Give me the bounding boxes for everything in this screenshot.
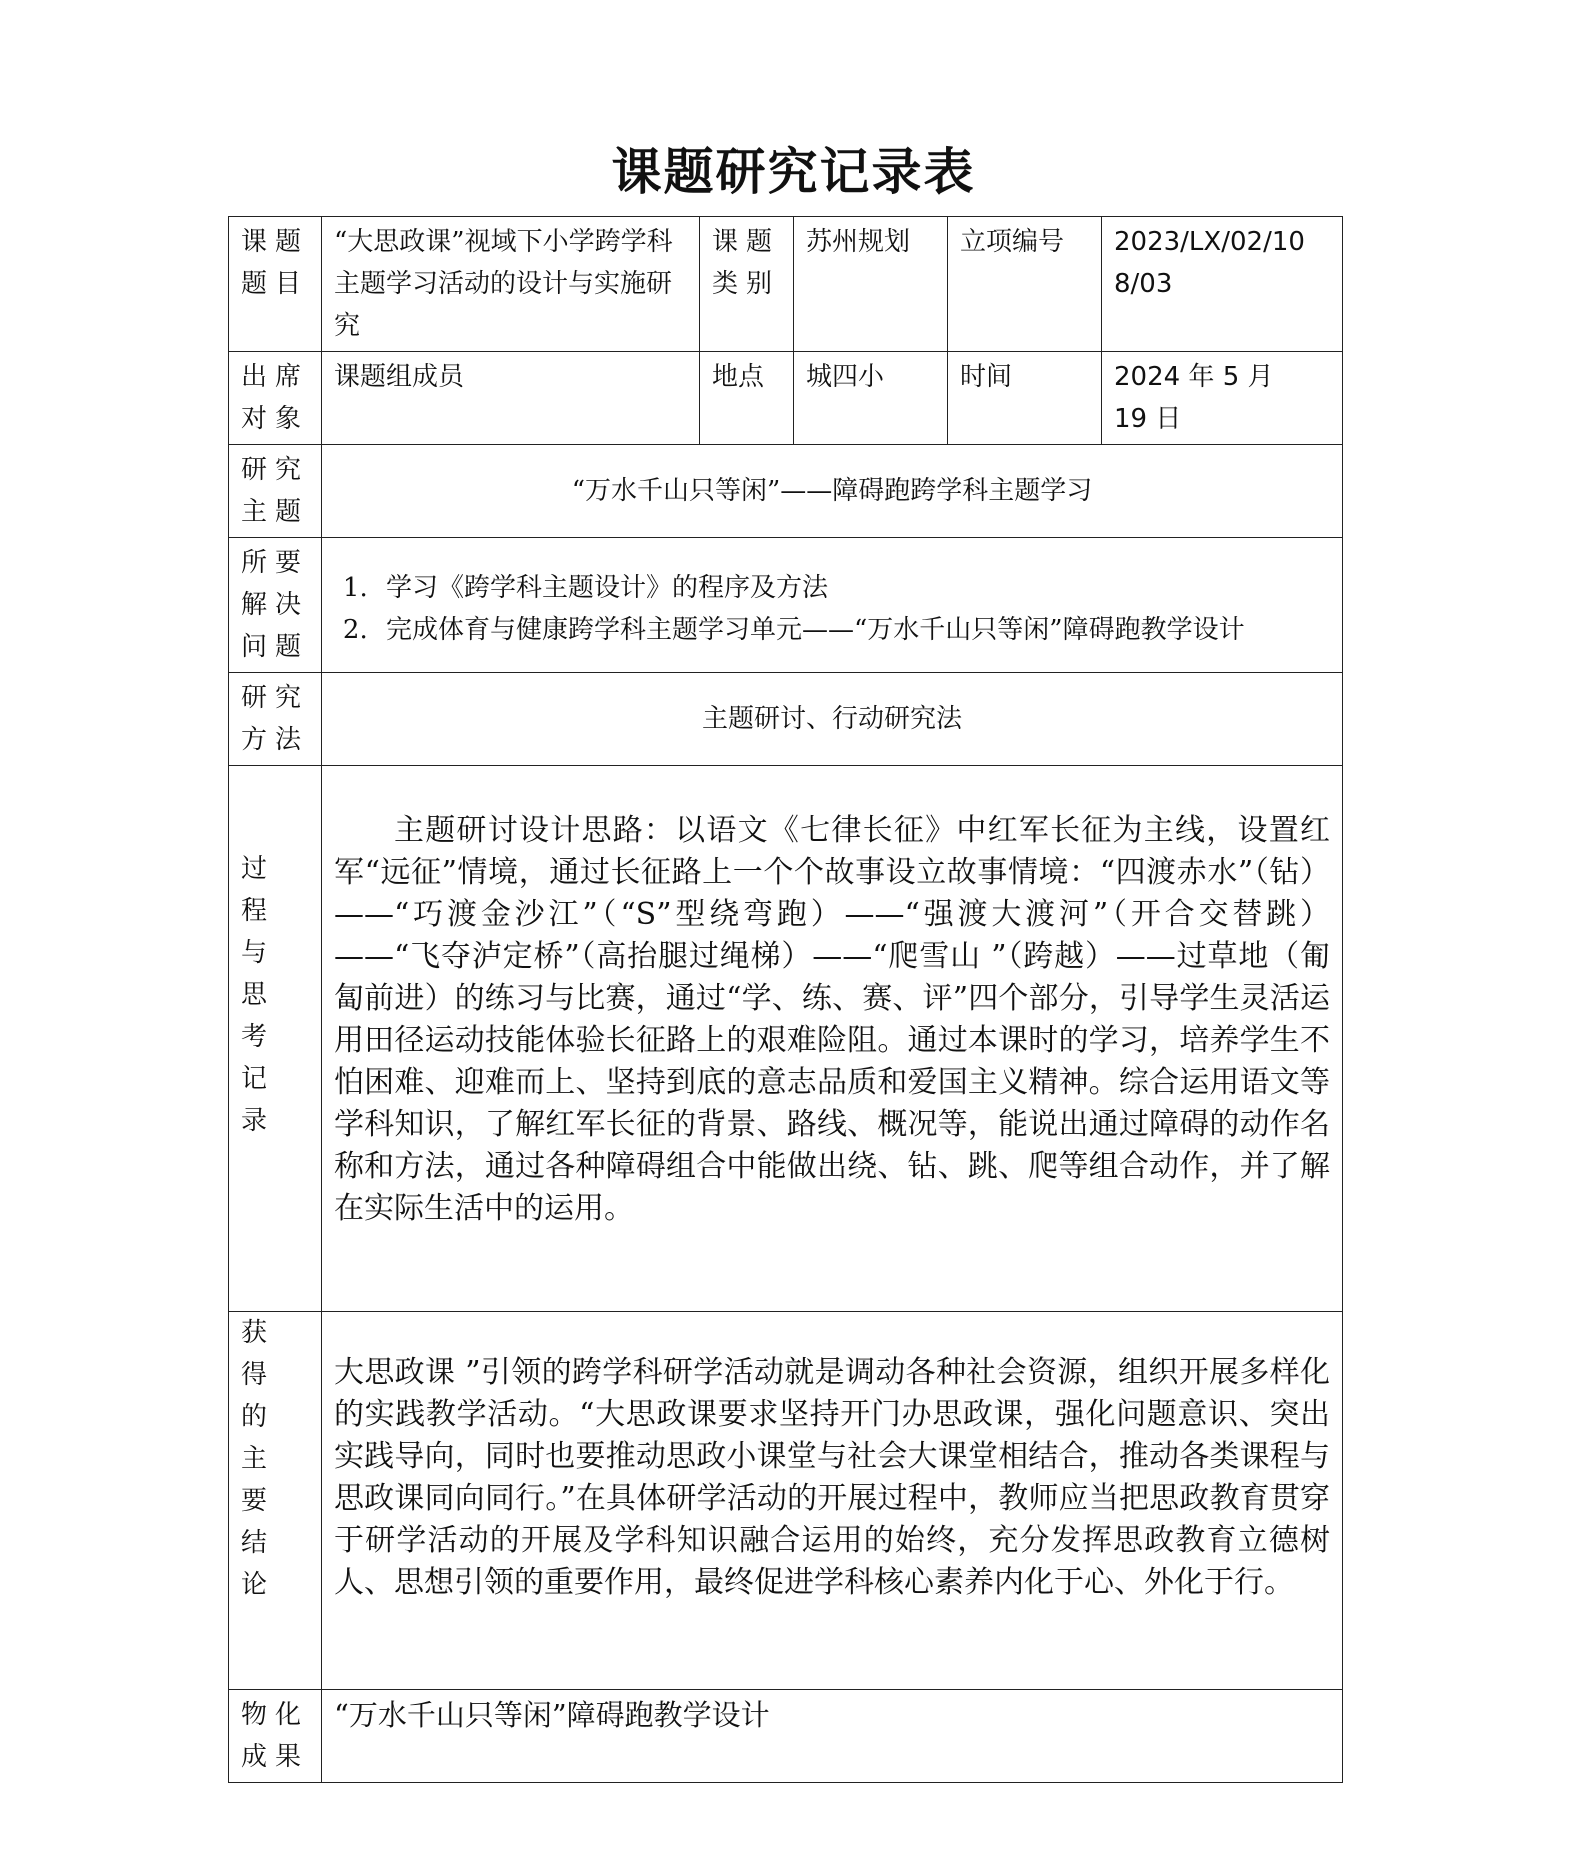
location-label: 地点 xyxy=(700,352,794,445)
issues-row xyxy=(229,538,1343,673)
method-label: 研究方法 xyxy=(229,673,322,766)
document-title: 课题研究记录表 xyxy=(611,142,976,201)
attendance-row xyxy=(229,352,1343,445)
outcome-value: “万水千山只等闲”障碍跑教学设计 xyxy=(322,1690,1343,1783)
process-row xyxy=(229,766,1343,1312)
process-label xyxy=(229,766,322,1312)
conclusion-text: 大思政课 ”引领的跨学科研学活动就是调动各种社会资源，组织开展多样化的实践教学活动。“大思政课要求坚持开门办思政课，强化问题意识、突出实践导向，同时也要推动思政小课堂与社会大课堂相结合，推动各类课程与思政课同向同行。”在具体研学活动的开展过程中，教师应当把思政教育贯穿于研学活动的开展及学科知识融合运用的始终，充分发挥思政教育立德树人、思想引领的重要作用，最终促进学科核心素养内化于心、外化于行。 xyxy=(334,1355,1330,1600)
outcome-label: 物化成果 xyxy=(229,1690,322,1783)
time-label: 时间 xyxy=(948,352,1102,445)
topic-row xyxy=(229,217,1343,352)
category-label: 课题类别 xyxy=(700,217,794,352)
conclusion-label xyxy=(229,1312,322,1690)
topic-value: “大思政课”视域下小学跨学科主题学习活动的设计与实施研究 xyxy=(322,217,700,352)
project-no-value: 2023/LX/02/108/03 xyxy=(1102,217,1343,352)
conclusion-row xyxy=(229,1312,1343,1690)
category-value: 苏州规划 xyxy=(794,217,948,352)
issues-label: 所要解决问题 xyxy=(229,538,322,673)
attendees-label: 出席对象 xyxy=(229,352,322,445)
project-no-label: 立项编号 xyxy=(948,217,1102,352)
method-value: 主题研讨、行动研究法 xyxy=(322,673,1343,766)
record-table xyxy=(228,216,1343,1783)
conclusion-label-text: 获得的主要结论 xyxy=(241,1318,268,1600)
attendees-value: 课题组成员 xyxy=(322,352,700,445)
conclusion-cell xyxy=(322,1312,1343,1690)
theme-label: 研究主题 xyxy=(229,445,322,538)
location-value: 城四小 xyxy=(794,352,948,445)
theme-row xyxy=(229,445,1343,538)
process-text: 主题研讨设计思路：以语文《七律长征》中红军长征为主线，设置红军“远征”情境，通过长征路上一个个故事设立故事情境：“四渡赤水”（钻）——“巧渡金沙江”（“S”型绕弯跑）——“强渡大渡河”（开合交替跳）——“飞夺泸定桥”（高抬腿过绳梯）——“爬雪山 ”（跨越）——过草地（匍匐前进）的练习与比赛，通过“学、练、赛、评”四个部分，引导学生灵活运用田径运动技能体验长征路上的艰难险阻。通过本课时的学习，培养学生不怕困难、迎难而上、坚持到底的意志品质和爱国主义精神。综合运用语文等学科知识，了解红军长征的背景、路线、概况等，能说出通过障碍的动作名称和方法，通过各种障碍组合中能做出绕、钻、跳、爬等组合动作，并了解在实际生活中的运用。 xyxy=(334,813,1330,1226)
topic-label: 课题题目 xyxy=(229,217,322,352)
theme-value: “万水千山只等闲”——障碍跑跨学科主题学习 xyxy=(322,445,1343,538)
issue-item-2: 2. 完成体育与健康跨学科主题学习单元——“万水千山只等闲”障碍跑教学设计 xyxy=(376,609,1330,651)
outcome-row xyxy=(229,1690,1343,1783)
method-row xyxy=(229,673,1343,766)
issues-cell xyxy=(322,538,1343,673)
process-label-text: 过程与思考记录 xyxy=(241,854,268,1136)
issues-list xyxy=(334,567,1330,651)
issue-item-1: 1. 学习《跨学科主题设计》的程序及方法 xyxy=(376,567,1330,609)
time-value: 2024 年 5 月 19 日 xyxy=(1102,352,1343,445)
process-cell xyxy=(322,766,1343,1312)
